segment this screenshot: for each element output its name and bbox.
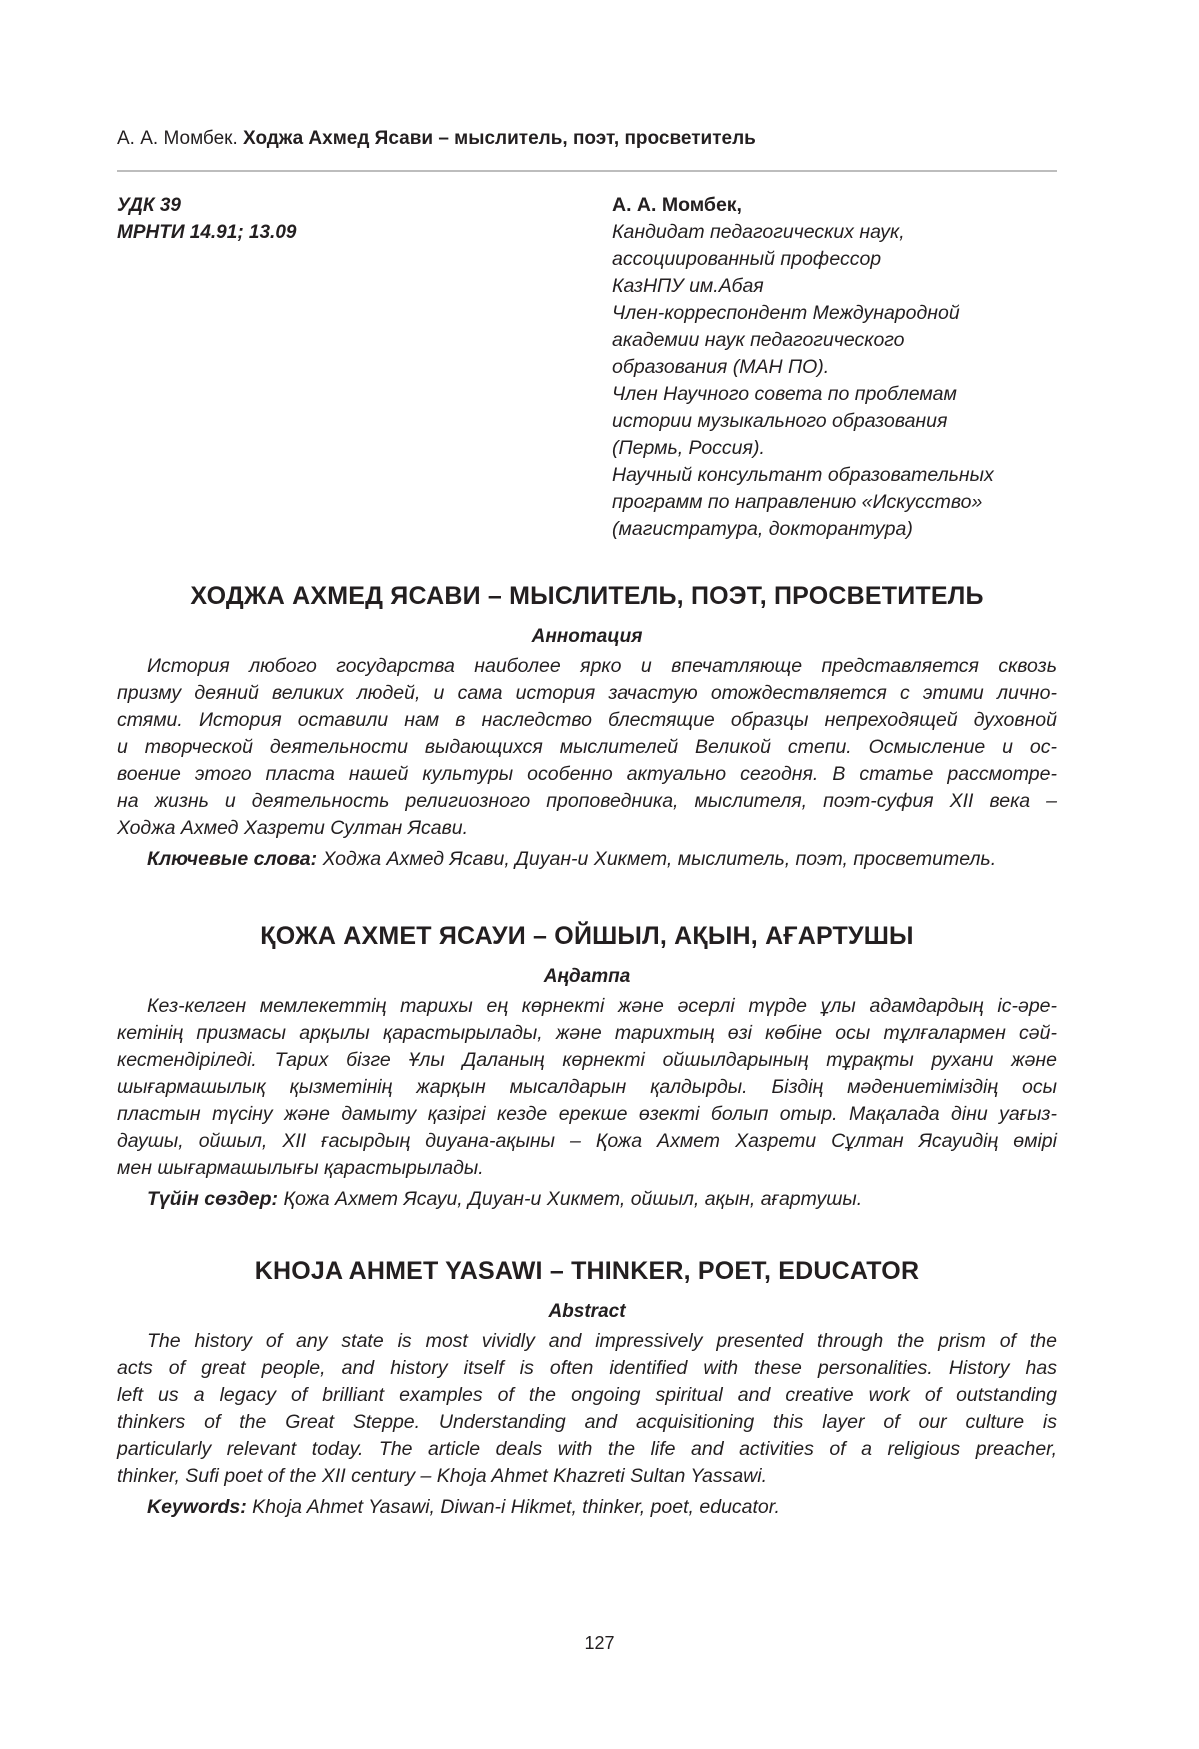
abstract-line: на жизнь и деятельность религиозного проповедника, мыслителя, поэт-суфия XII века – (117, 790, 1057, 812)
grnti-code: МРНТИ 14.91; 13.09 (117, 222, 297, 243)
affiliation-line: Научный консультант образовательных (612, 464, 994, 486)
affiliation-line: программ по направлению «Искусство» (612, 491, 983, 513)
abstract-line: стями. История оставили нам в наследство блестящие образцы непреходящей духовной (117, 709, 1057, 731)
affiliation-line: академии наук педагогического (612, 329, 905, 351)
abstract-line: кетінің призмасы арқылы қарастырылады, және тарихтың өзі көбіне осы тұлғалармен сәй- (117, 1022, 1057, 1044)
section-russian (117, 582, 1057, 873)
author-block (612, 192, 1062, 543)
abstract-text (117, 653, 1057, 842)
affiliation-line: (Пермь, Россия). (612, 437, 765, 459)
keywords-text: Қожа Ахмет Ясауи, Диуан-и Хикмет, ойшыл, ақын, ағартушы. (283, 1188, 863, 1210)
keywords (117, 1494, 1057, 1521)
affiliation-line: истории музыкального образования (612, 410, 948, 432)
keywords-text: Ходжа Ахмед Ясави, Диуан-и Хикмет, мыслитель, поэт, просветитель. (322, 848, 997, 870)
abstract-line: призму деяний великих людей, и сама история зачастую отождествляется с этими лично- (117, 682, 1057, 704)
udc-code: УДК 39 (117, 195, 181, 216)
affiliation-line: ассоциированный профессор (612, 248, 882, 270)
affiliation-line: Член Научного совета по проблемам (612, 383, 957, 405)
keywords-label: Түйін сөздер: (147, 1188, 279, 1210)
affiliation-line: (магистратура, докторантура) (612, 518, 913, 540)
keywords-label: Keywords: (147, 1496, 247, 1518)
abstract-label: Аннотация (531, 626, 643, 647)
affiliation-line: Член-корреспондент Международной (612, 302, 960, 324)
abstract-line: particularly relevant today. The article deals with the life and activities of a religious preacher, (117, 1438, 1057, 1460)
keywords (117, 1186, 1057, 1213)
abstract-line: thinker, Sufi poet of the XII century – Khoja Ahmet Khazreti Sultan Yassawi. (117, 1465, 768, 1487)
abstract-line: мен шығармашылығы қарастырылады. (117, 1157, 484, 1179)
abstract-line: Кез-келген мемлекеттің тарихы ең көрнекті және әсерлі түрде ұлы адамдардың іс-әре- (147, 995, 1057, 1017)
abstract-line: Ходжа Ахмед Хазрети Султан Ясави. (117, 817, 469, 839)
header-divider (117, 170, 1057, 172)
running-head-author: А. А. Момбек. (117, 128, 238, 149)
running-head-title: Ходжа Ахмед Ясави – мыслитель, поэт, просветитель (243, 128, 756, 149)
keywords (117, 846, 1057, 873)
abstract-line: thinkers of the Great Steppe. Understanding and acquisitioning this layer of our culture is (117, 1411, 1057, 1433)
running-head (117, 128, 1057, 150)
section-kazakh (117, 922, 1057, 1213)
abstract-text (117, 1328, 1057, 1490)
keywords-label: Ключевые слова: (147, 848, 318, 870)
abstract-text (117, 993, 1057, 1182)
abstract-line: воение этого пласта нашей культуры особенно актуально сегодня. В статье рассмотре- (117, 763, 1057, 785)
abstract-line: шығармашылық қызметінің жарқын мысалдарын қалдырды. Біздің мәдениетіміздің осы (117, 1076, 1057, 1098)
classification-codes (117, 192, 296, 246)
abstract-line: и творческой деятельности выдающихся мыслителей Великой степи. Осмысление и ос- (117, 736, 1057, 758)
abstract-label: Аңдатпа (543, 966, 631, 987)
abstract-line: даушы, ойшыл, XII ғасырдың диуана-ақыны – Қожа Ахмет Хазрети Сұлтан Ясауидің өмірі (117, 1130, 1057, 1152)
section-title: KHOJA AHMET YASAWI – THINKER, POET, EDUCATOR (254, 1257, 920, 1285)
affiliation-line: образования (МАН ПО). (612, 356, 830, 378)
author-name: А. А. Момбек, (612, 194, 742, 216)
page-number: 127 (584, 1633, 615, 1653)
abstract-line: acts of great people, and history itself is often identified with these personalities. History has (117, 1357, 1057, 1379)
abstract-line: left us a legacy of brilliant examples of the ongoing spiritual and creative work of outstanding (117, 1384, 1057, 1406)
affiliation-line: Кандидат педагогических наук, (612, 221, 905, 243)
abstract-line: История любого государства наиболее ярко и впечатляюще представляется сквозь (147, 655, 1057, 677)
abstract-label: Abstract (548, 1301, 626, 1322)
keywords-text: Khoja Ahmet Yasawi, Diwan-i Hikmet, thinker, poet, educator. (252, 1496, 780, 1518)
abstract-line: кестендіріледі. Тарих бізге Ұлы Даланың көрнекті ойшылдарының тұрақты рухани және (117, 1049, 1057, 1071)
section-english (117, 1257, 1057, 1521)
author-affiliation (612, 219, 1062, 543)
affiliation-line: КазНПУ им.Абая (612, 275, 764, 297)
abstract-line: пластын түсіну және дамыту қазіргі кезде ерекше өзекті болып отыр. Мақалада діни уағыз- (117, 1103, 1057, 1125)
section-title: ХОДЖА АХМЕД ЯСАВИ – МЫСЛИТЕЛЬ, ПОЭТ, ПРОСВЕТИТЕЛЬ (190, 582, 984, 610)
section-title: ҚОЖА АХМЕТ ЯСАУИ – ОЙШЫЛ, АҚЫН, АҒАРТУШЫ (260, 922, 914, 950)
abstract-line: The history of any state is most vividly and impressively presented through the prism of the (147, 1330, 1057, 1352)
